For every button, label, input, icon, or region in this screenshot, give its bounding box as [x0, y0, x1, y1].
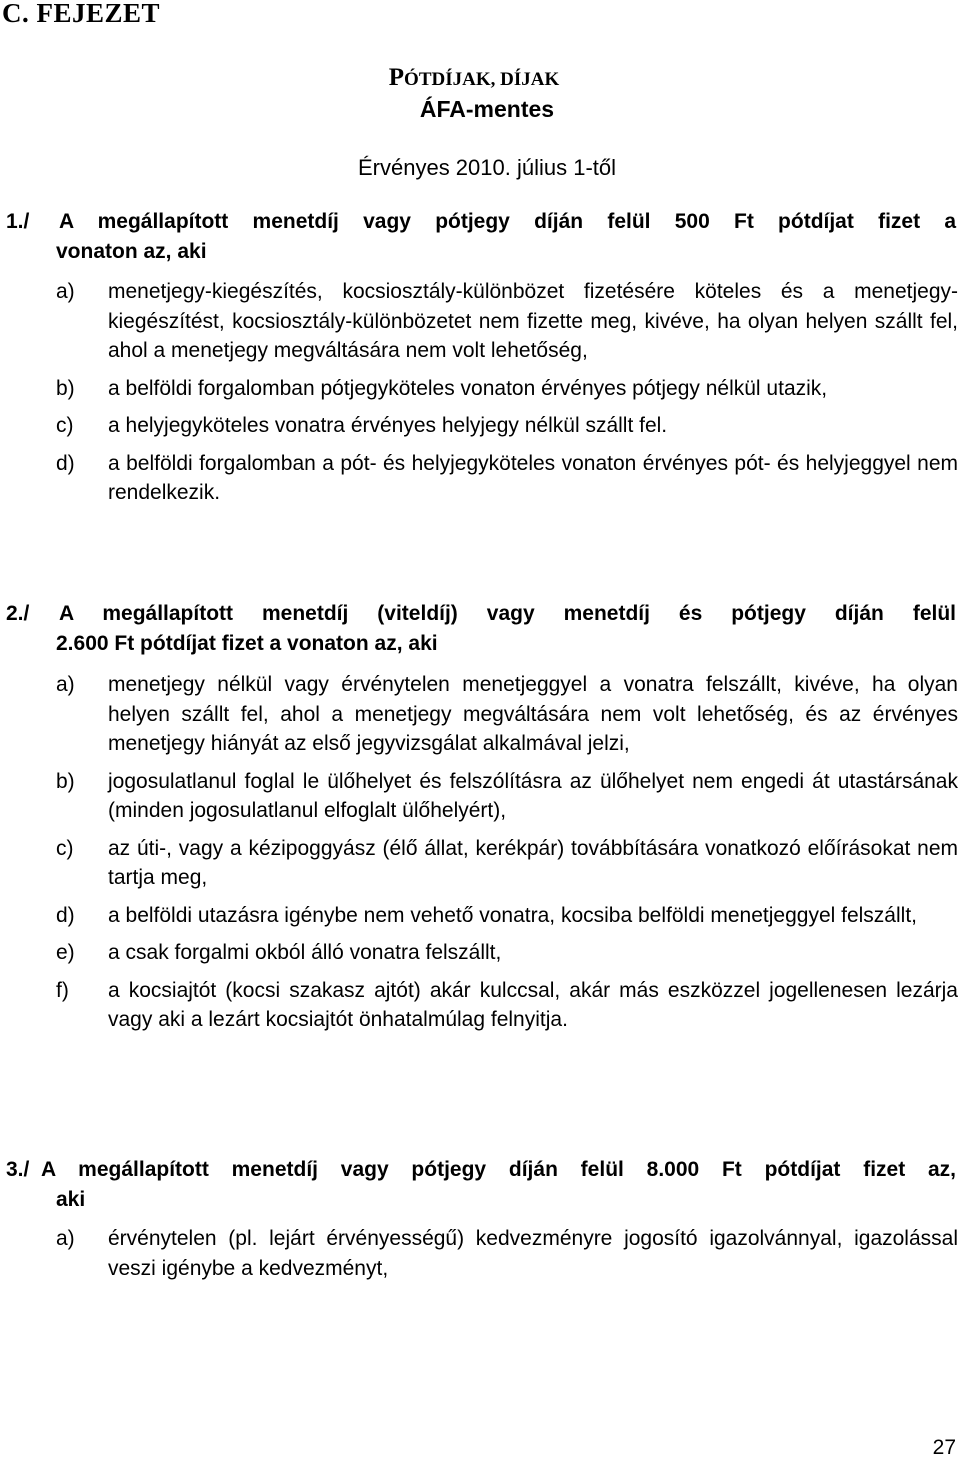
- item-text: az úti-, vagy a kézipoggyász (élő állat, kerékpár) továbbítására vonatkozó előírásokat nem tartja meg,: [108, 836, 958, 889]
- item-text: menetjegy-kiegészítés, kocsiosztály-különbözet fizetésére köteles és a menetjegy-kiegészítést, kocsiosztály-különbözetet nem fizette meg, kivéve, ha olyan helyen szállt fel, ahol a menetjegy megváltására nem volt lehetőség,: [108, 280, 958, 362]
- section-2: [0, 599, 958, 1035]
- chapter-heading: C. FEJEZET: [2, 0, 161, 28]
- section-heading-line1: A megállapított menetdíj (viteldíj) vagy menetdíj és pótjegy díján felül: [59, 602, 956, 625]
- section-number: 1./: [6, 210, 30, 233]
- title-initial: P: [388, 64, 405, 91]
- list-item: [0, 670, 958, 759]
- list-item: [0, 1224, 958, 1283]
- document-title: [0, 64, 954, 92]
- list-item: [0, 767, 958, 826]
- section-heading: [0, 207, 956, 266]
- section-heading: [0, 599, 956, 658]
- item-label: d): [56, 903, 75, 927]
- section-heading-line2: aki: [56, 1187, 86, 1211]
- item-label: b): [56, 769, 75, 793]
- section-number: 3./: [6, 1158, 30, 1181]
- item-label: d): [56, 451, 75, 475]
- item-text: a helyjegyköteles vonatra érvényes helyjegy nélkül szállt fel.: [108, 414, 668, 437]
- section-heading-line2: vonaton az, aki: [56, 239, 207, 263]
- section-1: [0, 207, 958, 508]
- item-label: c): [56, 836, 74, 860]
- section-heading-line2: 2.600 Ft pótdíjat fizet a vonaton az, aki: [56, 631, 438, 655]
- item-text: érvénytelen (pl. lejárt érvényességű) kedvezményre jogosító igazolvánnyal, igazolással veszi igénybe a kedvezményt,: [108, 1227, 958, 1280]
- list-item: [0, 938, 958, 968]
- list-item: [0, 449, 958, 508]
- list-item: [0, 901, 958, 931]
- item-label: f): [56, 978, 69, 1002]
- item-label: a): [56, 673, 75, 696]
- item-label: a): [56, 280, 75, 303]
- list-item: [0, 976, 958, 1035]
- item-text: menetjegy nélkül vagy érvénytelen menetjeggyel a vonatra felszállt, kivéve, ha olyan helyen szállt fel, ahol a menetjegy megváltására nem volt lehetőség, és az érvényes menetjegy hiányát az első jegyvizsgálat alkalmával jelzi,: [108, 673, 958, 755]
- section-heading: [0, 1155, 956, 1214]
- page-number: 27: [932, 1436, 956, 1459]
- item-text: a belföldi utazásra igénybe nem vehető vonatra, kocsiba belföldi menetjeggyel felszállt,: [108, 903, 917, 927]
- section-heading-line1: A megállapított menetdíj vagy pótjegy díján felül 500 Ft pótdíjat fizet a: [59, 210, 956, 233]
- item-text: a belföldi forgalomban a pót- és helyjegyköteles vonaton érvényes pót- és helyjeggyel nem rendelkezik.: [108, 451, 958, 504]
- item-text: a csak forgalmi okból álló vonatra felszállt,: [108, 941, 502, 964]
- item-label: a): [56, 1227, 75, 1250]
- section-3: [0, 1155, 958, 1283]
- validity-date: Érvényes 2010. július 1-től: [357, 155, 617, 180]
- item-text: a belföldi forgalomban pótjegyköteles vonaton érvényes pótjegy nélkül utazik,: [108, 376, 828, 400]
- item-text: a kocsiajtót (kocsi szakasz ajtót) akár kulccsal, akár más eszközzel jogellenesen lezárja vagy aki a lezárt kocsiajtót önhatalmúlag felnyitja.: [108, 978, 958, 1031]
- section-heading-line1: A megállapított menetdíj vagy pótjegy díján felül 8.000 Ft pótdíjat fizet az,: [41, 1158, 956, 1181]
- item-label: e): [56, 941, 75, 964]
- list-item: [0, 277, 958, 366]
- list-item: [0, 834, 958, 893]
- list-item: [0, 374, 958, 404]
- list-item: [0, 411, 958, 441]
- item-text: jogosulatlanul foglal le ülőhelyet és felszólításra az ülőhelyet nem engedi át utastársának (minden jogosulatlanul elfoglalt ülőhelyért),: [108, 769, 958, 822]
- document-subtitle: ÁFA-mentes: [419, 96, 555, 122]
- title-rest: ÓTDÍJAK, DÍJAK: [404, 69, 560, 90]
- section-number: 2./: [6, 602, 30, 625]
- item-label: c): [56, 414, 74, 437]
- item-label: b): [56, 376, 75, 400]
